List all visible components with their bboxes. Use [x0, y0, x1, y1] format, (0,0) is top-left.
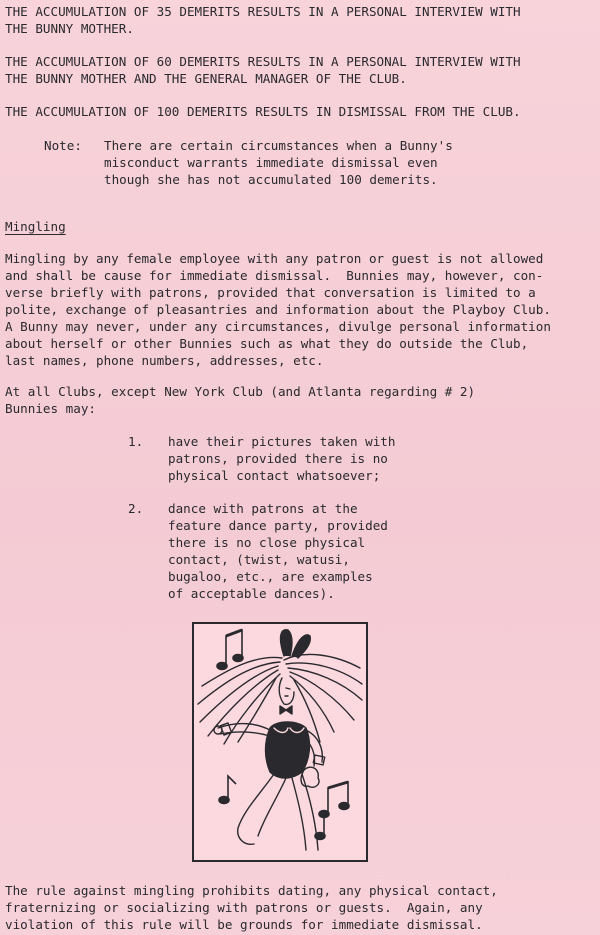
- list-line: feature dance party, provided: [168, 518, 388, 533]
- list-line: patrons, provided there is no: [168, 451, 388, 466]
- rule-line: THE BUNNY MOTHER AND THE GENERAL MANAGER OF THE CLUB.: [5, 71, 407, 86]
- note-line: misconduct warrants immediate dismissal even: [104, 155, 438, 170]
- note-line: though she has not accumulated 100 demerits.: [104, 172, 438, 187]
- paragraph-line: polite, exchange of pleasantries and information about the Playboy Club.: [5, 302, 551, 317]
- rule-line: THE BUNNY MOTHER.: [5, 21, 134, 36]
- mingling-heading: Mingling: [5, 219, 66, 234]
- intro-line: Bunnies may:: [5, 401, 96, 416]
- list-item-2-number: 2.: [128, 501, 144, 516]
- rule-60-demerits: [5, 53, 600, 87]
- paragraph-line: verse briefly with patrons, provided that conversation is limited to a: [5, 285, 536, 300]
- paragraph-line: last names, phone numbers, addresses, etc.: [5, 353, 324, 368]
- mingling-paragraph: [5, 250, 600, 369]
- list-line: dance with patrons at the: [168, 501, 358, 516]
- list-line: contact, (twist, watusi,: [168, 552, 350, 567]
- rule-line: THE ACCUMULATION OF 100 DEMERITS RESULTS IN DISMISSAL FROM THE CLUB.: [5, 104, 521, 119]
- rule-35-demerits: [5, 3, 600, 37]
- list-item-1-text: [168, 433, 395, 484]
- intro-line: At all Clubs, except New York Club (and Atlanta regarding # 2): [5, 384, 476, 399]
- rule-line: THE ACCUMULATION OF 60 DEMERITS RESULTS IN A PERSONAL INTERVIEW WITH: [5, 54, 521, 69]
- list-item-2-text: [168, 500, 388, 602]
- paragraph-line: Mingling by any female employee with any patron or guest is not allowed: [5, 251, 544, 266]
- list-line: bugaloo, etc., are examples: [168, 569, 373, 584]
- note-line: There are certain circumstances when a Bunny's: [104, 138, 453, 153]
- paragraph-line: about herself or other Bunnies such as what they do outside the Club,: [5, 336, 529, 351]
- closing-paragraph: [5, 882, 600, 933]
- closing-line: violation of this rule will be grounds for immediate dismissal.: [5, 917, 483, 932]
- closing-line: The rule against mingling prohibits dating, any physical contact,: [5, 883, 498, 898]
- rule-line: THE ACCUMULATION OF 35 DEMERITS RESULTS IN A PERSONAL INTERVIEW WITH: [5, 4, 521, 19]
- dancing-bunny-illustration: [192, 622, 368, 862]
- list-line: there is no close physical: [168, 535, 366, 550]
- list-line: have their pictures taken with: [168, 434, 396, 449]
- list-line: physical contact whatsoever;: [168, 468, 381, 483]
- list-item-1-number: 1.: [128, 434, 144, 449]
- list-line: of acceptable dances).: [168, 586, 335, 601]
- note-text: [104, 137, 453, 188]
- rule-100-demerits: [5, 103, 600, 120]
- paragraph-line: and shall be cause for immediate dismissal. Bunnies may, however, con-: [5, 268, 544, 283]
- paragraph-line: A Bunny may never, under any circumstances, divulge personal information: [5, 319, 551, 334]
- closing-line: fraternizing or socializing with patrons or guests. Again, any: [5, 900, 483, 915]
- mingling-intro: [5, 383, 600, 417]
- note-label: Note:: [44, 138, 82, 153]
